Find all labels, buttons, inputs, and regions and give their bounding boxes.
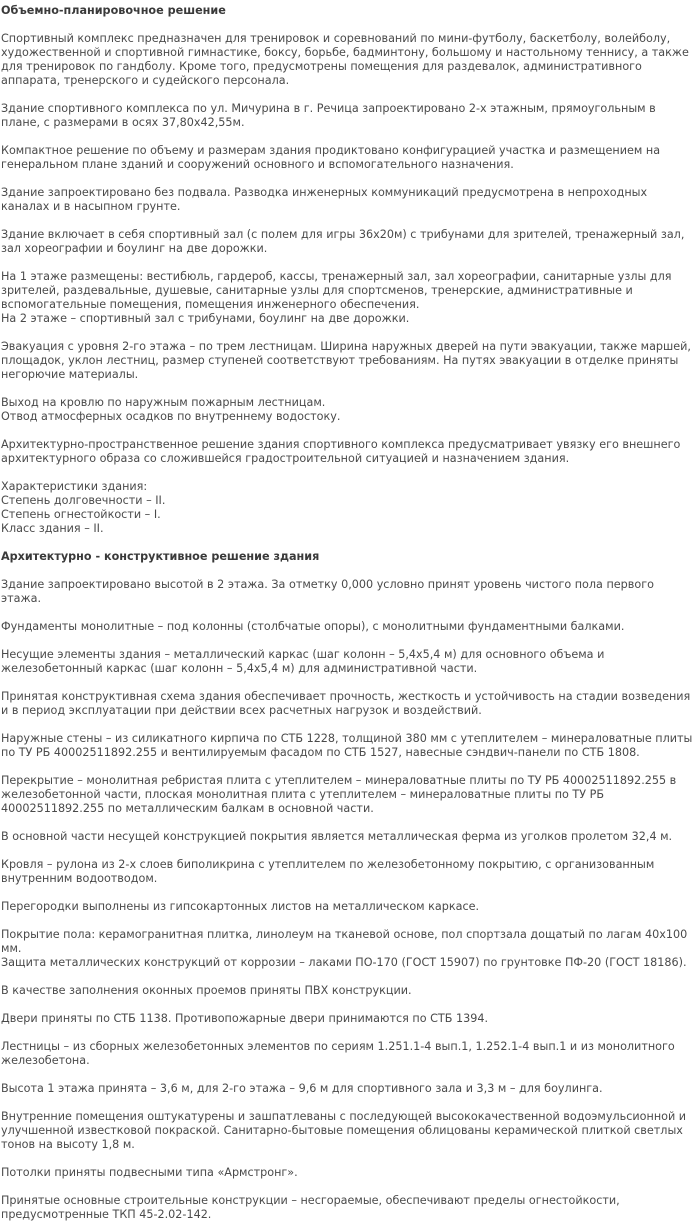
paragraph: На 1 этаже размещены: вестибюль, гардероб, кассы, тренажерный зал, зал хореографии, санитарные узлы для зрителей, раздевальные, душевые, санитарные узлы для спортсменов, тренерские, административные и вспомогательные помещения, помещения инженерного обеспечения. На 2 этаже – спортивный зал с трибунами, боулинг на две дорожки. [1, 270, 672, 325]
paragraph: Лестницы – из сборных железобетонных элементов по сериям 1.251.1-4 вып.1, 1.252.1-4 вып.1 и из монолитного железобетона. [1, 1040, 675, 1067]
paragraph: В основной части несущей конструкцией покрытия является металлическая ферма из уголков пролетом 32,4 м. [1, 830, 673, 843]
paragraph: Здание включает в себя спортивный зал (с полем для игры 36х20м) с трибунами для зрителей, тренажерный зал, зал хореографии и боулинг на две дорожки. [1, 228, 685, 255]
paragraph: Покрытие пола: керамогранитная плитка, линолеум на тканевой основе, пол спортзала дощатый по лагам 40х100 мм. Защита металлических конструкций от коррозии – лаками ПО-170 (ГОСТ 15907) по грунтовке ПФ-20 (ГОСТ 18186). [1, 928, 688, 969]
paragraph: Принятая конструктивная схема здания обеспечивает прочность, жесткость и устойчивость на стадии возведения и в период эксплуатации при действии всех расчетных нагрузок и воздействий. [1, 690, 691, 717]
paragraph: Кровля – рулона из 2-х слоев биполикрина с утеплителем по железобетонному покрытию, с организованным внутренним водоотводом. [1, 858, 655, 885]
section-heading-space-planning: Объемно-планировочное решение [1, 4, 226, 17]
paragraph: Высота 1 этажа принята – 3,6 м, для 2-го этажа – 9,6 м для спортивного зала и 3,3 м – для боулинга. [1, 1082, 603, 1095]
paragraph: Перекрытие – монолитная ребристая плита с утеплителем – минераловатные плиты по ТУ РБ 40002511892.255 в железобетонной части, плоская монолитная плита с утеплителем – минераловатные плиты по ТУ РБ 40002511892.255 по металлическим балкам в основной части. [1, 774, 677, 815]
paragraph: Принятые основные строительные конструкции – несгораемые, обеспечивают пределы огнестойкости, предусмотренные ТКП 45-2.02-142. [1, 1194, 620, 1221]
paragraph: Архитектурно-пространственное решение здания спортивного комплекса предусматривает увязку его внешнего архитектурного образа со сложившейся градостроительной ситуацией и назначением здания. [1, 438, 681, 465]
section-heading-structural: Архитектурно - конструктивное решение здания [1, 550, 320, 563]
paragraph: Выход на кровлю по наружным пожарным лестницам. Отвод атмосферных осадков по внутреннему водостоку. [1, 396, 341, 423]
paragraph: Здание запроектировано высотой в 2 этажа. За отметку 0,000 условно принят уровень чистого пола первого этажа. [1, 578, 654, 605]
paragraph: Фундаменты монолитные – под колонны (столбчатые опоры), с монолитными фундаментными балками. [1, 620, 625, 633]
paragraph: Компактное решение по объему и размерам здания продиктовано конфигурацией участка и размещением на генеральном плане зданий и сооружений основного и вспомогательного назначения. [1, 144, 661, 171]
paragraph: Потолки приняты подвесными типа «Армстронг». [1, 1166, 298, 1179]
paragraph: Здание запроектировано без подвала. Разводка инженерных коммуникаций предусмотрена в непроходных каналах и в насыпном грунте. [1, 186, 648, 213]
paragraph: В качестве заполнения оконных проемов приняты ПВХ конструкции. [1, 984, 412, 997]
paragraph: Внутренние помещения оштукатурены и зашпатлеваны с последующей высококачественной водоэмульсионной и улучшенной известковой покраской. Санитарно-бытовые помещения облицованы керамической плиткой светлых тонов на высоту 1,8 м. [1, 1110, 687, 1151]
paragraph: Двери приняты по СТБ 1138. Противопожарные двери принимаются по СТБ 1394. [1, 1012, 489, 1025]
paragraph: Наружные стены – из силикатного кирпича по СТБ 1228, толщиной 380 мм с утеплителем – минераловатные плиты по ТУ РБ 40002511892.255 и вентилируемым фасадом по СТБ 1527, навесные сэндвич-панели по СТБ 1808. [1, 732, 693, 759]
paragraph: Спортивный комплекс предназначен для тренировок и соревнований по мини-футболу, баскетболу, волейболу, художественной и спортивной гимнастике, боксу, борьбе, бадминтону, большому и настольному теннису, а также для тренировок по гандболу. Кроме того, предусмотрены помещения для раздевалок, административного аппарата, тренерского и судейского персонала. [1, 32, 689, 87]
paragraph: Несущие элементы здания – металлический каркас (шаг колонн – 5,4х5,4 м) для основного объема и железобетонный каркас (шаг колонн – 5,4х5,4 м) для административной части. [1, 648, 605, 675]
paragraph: Характеристики здания: Степень долговечности – II. Степень огнестойкости – I. Класс здания – II. [1, 480, 166, 535]
paragraph: Здание спортивного комплекса по ул. Мичурина в г. Речица запроектировано 2-х этажным, прямоугольным в плане, с размерами в осях 37,80х42,55м. [1, 102, 656, 129]
section-body-structural [1, 578, 695, 1222]
section-body-space-planning [1, 32, 695, 536]
paragraph: Перегородки выполнены из гипсокартонных листов на металлическом каркасе. [1, 900, 480, 913]
paragraph: Эвакуация с уровня 2-го этажа – по трем лестницам. Ширина наружных дверей на пути эвакуации, также маршей, площадок, уклон лестниц, размер ступеней соответствуют требованиям. На путях эвакуации в отделке приняты негорючие материалы. [1, 340, 691, 381]
